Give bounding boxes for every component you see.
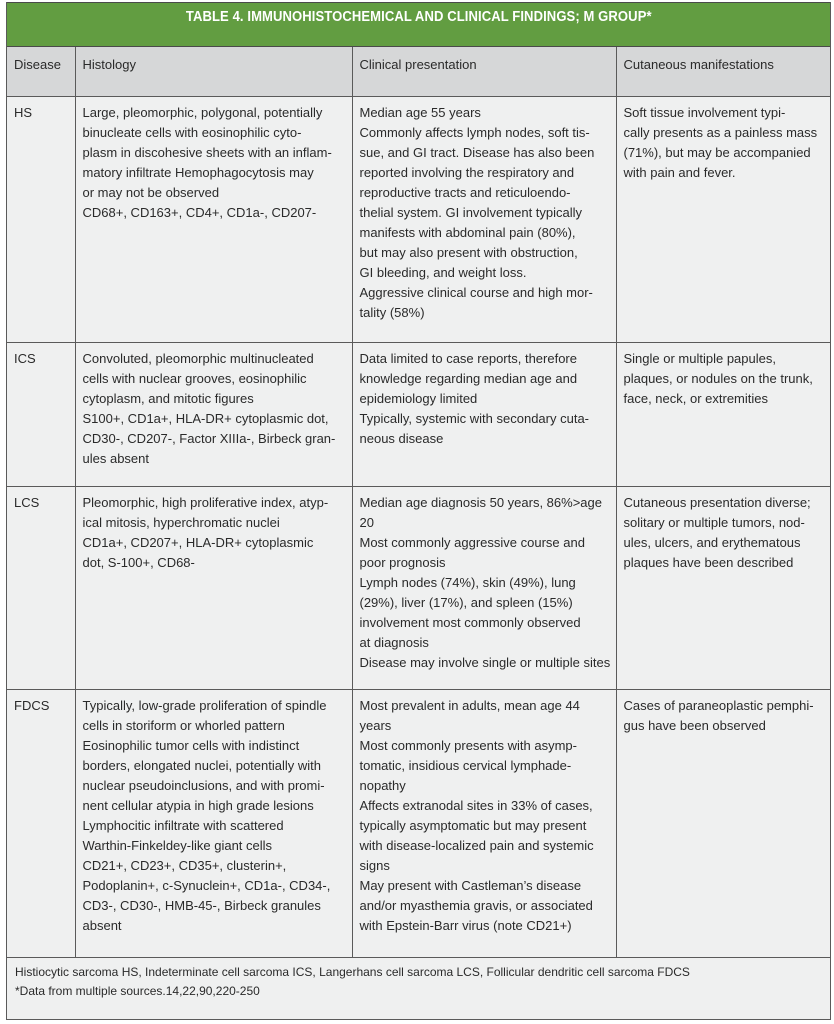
cell-text-line: matory infiltrate Hemophagocytosis may [82, 164, 314, 180]
cell-text-line: (29%), liver (17%), and spleen (15%) [359, 594, 573, 610]
cell-text-line: ical mitosis, hyperchromatic nuclei [82, 514, 280, 530]
cell-text-line: reported involving the respiratory and [359, 164, 575, 180]
cell-text-line: binucleate cells with eosinophilic cyto- [82, 124, 302, 140]
cell-text-line: Convoluted, pleomorphic multinucleated [82, 350, 314, 366]
header-histology: Histology [75, 47, 352, 96]
cell-text-line: Cases of paraneoplastic pemphi- [623, 697, 814, 713]
cell-text-line: manifests with abdominal pain (80%), [359, 224, 576, 240]
cell-text-line: Pleomorphic, high proliferative index, atyp- [82, 494, 329, 510]
cell-text-line: Affects extranodal sites in 33% of cases, [359, 797, 593, 813]
cell-text-line: CD68+, CD163+, CD4+, CD1a-, CD207- [82, 204, 317, 220]
header-disease: Disease [7, 47, 75, 96]
cell-text-line: Disease may involve single or multiple sites [359, 654, 611, 670]
header-row [7, 47, 830, 96]
cell-text-line: thelial system. GI involvement typically [359, 204, 583, 220]
histology-cell [75, 342, 352, 486]
clinical-cell [352, 689, 616, 957]
cell-text-line: at diagnosis [359, 634, 429, 650]
cell-text-line: Typically, systemic with secondary cuta- [359, 410, 589, 426]
cell-text-line: CD21+, CD23+, CD35+, clusterin+, [82, 857, 287, 873]
cell-text-line: poor prognosis [359, 554, 446, 570]
cell-text-line: typically asymptomatic but may present [359, 817, 587, 833]
cutaneous-cell [616, 689, 830, 957]
cell-text-line: sue, and GI tract. Disease has also been [359, 144, 595, 160]
cell-text-line: plaques have been described [623, 554, 794, 570]
findings-table-container [6, 2, 831, 1020]
cell-text-line: CD30-, CD207-, Factor XIIIa-, Birbeck gran- [82, 430, 336, 446]
cell-text-line: tality (58%) [359, 304, 425, 320]
table-title: TABLE 4. IMMUNOHISTOCHEMICAL AND CLINICAL FINDINGS; M GROUP* [185, 9, 652, 25]
cell-text-line: years [359, 717, 392, 733]
findings-table [7, 47, 830, 958]
cell-text-line: epidemiology limited [359, 390, 478, 406]
clinical-cell [352, 342, 616, 486]
cutaneous-cell [616, 342, 830, 486]
cell-text-line: S100+, CD1a+, HLA-DR+ cytoplasmic dot, [82, 410, 329, 426]
cell-text-line: involvement most commonly observed [359, 614, 581, 630]
cell-text-line: Data limited to case reports, therefore [359, 350, 577, 366]
header-cutaneous-manifestations: Cutaneous manifestations [616, 47, 830, 96]
cutaneous-cell [616, 96, 830, 342]
cell-text-line: or may not be observed [82, 184, 220, 200]
cell-text-line: 20 [359, 514, 374, 530]
cell-text-line: plasm in discohesive sheets with an inflam- [82, 144, 332, 160]
disease-cell: HS [7, 96, 75, 342]
cell-text-line: cells in storiform or whorled pattern [82, 717, 285, 733]
cell-text-line: Median age diagnosis 50 years, 86%>age [359, 494, 602, 510]
cell-text-line: Most commonly presents with asymp- [359, 737, 577, 753]
cell-text-line: reproductive tracts and reticuloendo- [359, 184, 571, 200]
cell-text-line: Median age 55 years [359, 104, 481, 120]
cell-text-line: plaques, or nodules on the trunk, [623, 370, 813, 386]
cell-text-line: signs [359, 857, 390, 873]
cell-text-line: Most commonly aggressive course and [359, 534, 585, 550]
abbreviations-note: Histiocytic sarcoma HS, Indeterminate cell sarcoma ICS, Langerhans cell sarcoma LCS, Follicular dendritic cell sarcoma FDCS [15, 965, 690, 979]
cell-text-line: ules absent [82, 450, 149, 466]
cell-text-line: Lymphocitic infiltrate with scattered [82, 817, 284, 833]
cell-text-line: Typically, low-grade proliferation of spindle [82, 697, 327, 713]
cell-text-line: May present with Castleman’s disease [359, 877, 582, 893]
cell-text-line: Aggressive clinical course and high mor- [359, 284, 593, 300]
cell-text-line: neous disease [359, 430, 444, 446]
table-row-ics [7, 342, 830, 486]
disease-cell: FDCS [7, 689, 75, 957]
cell-text-line: cally presents as a painless mass [623, 124, 818, 140]
cell-text-line: solitary or multiple tumors, nod- [623, 514, 805, 530]
cell-text-line: cytoplasm, and mitotic figures [82, 390, 254, 406]
cell-text-line: with disease-localized pain and systemic [359, 837, 594, 853]
cell-text-line: gus have been observed [623, 717, 766, 733]
table-title-bar [7, 2, 830, 47]
histology-cell [75, 689, 352, 957]
disease-cell: LCS [7, 486, 75, 689]
cell-text-line: (71%), but may be accompanied [623, 144, 811, 160]
cell-text-line: Lymph nodes (74%), skin (49%), lung [359, 574, 576, 590]
cell-text-line: Soft tissue involvement typi- [623, 104, 786, 120]
cell-text-line: knowledge regarding median age and [359, 370, 578, 386]
cell-text-line: Cutaneous presentation diverse; [623, 494, 811, 510]
header-clinical-presentation: Clinical presentation [352, 47, 616, 96]
cell-text-line: Commonly affects lymph nodes, soft tis- [359, 124, 590, 140]
cell-text-line: Podoplanin+, c-Synuclein+, CD1a-, CD34-, [82, 877, 331, 893]
cell-text-line: ules, ulcers, and erythematous [623, 534, 801, 550]
cell-text-line: but may also present with obstruction, [359, 244, 578, 260]
cell-text-line: face, neck, or extremities [623, 390, 768, 406]
cell-text-line: borders, elongated nuclei, potentially with [82, 757, 321, 773]
clinical-cell [352, 96, 616, 342]
cell-text-line: Most prevalent in adults, mean age 44 [359, 697, 580, 713]
cell-text-line: CD1a+, CD207+, HLA-DR+ cytoplasmic [82, 534, 314, 550]
clinical-cell [352, 486, 616, 689]
cell-text-line: Single or multiple papules, [623, 350, 776, 366]
cell-text-line: Large, pleomorphic, polygonal, potentially [82, 104, 323, 120]
cell-text-line: Eosinophilic tumor cells with indistinct [82, 737, 300, 753]
sources-note: *Data from multiple sources.14,22,90,220-250 [15, 984, 260, 998]
cell-text-line: tomatic, insidious cervical lymphade- [359, 757, 572, 773]
cell-text-line: absent [82, 917, 122, 933]
disease-cell: ICS [7, 342, 75, 486]
cell-text-line: and/or myasthemia gravis, or associated [359, 897, 593, 913]
table-footnote [7, 956, 830, 1001]
cell-text-line: dot, S-100+, CD68- [82, 554, 195, 570]
cell-text-line: GI bleeding, and weight loss. [359, 264, 527, 280]
cell-text-line: nopathy [359, 777, 406, 793]
table-row-lcs [7, 486, 830, 689]
histology-cell [75, 96, 352, 342]
cell-text-line: with pain and fever. [623, 164, 736, 180]
cell-text-line: with Epstein-Barr virus (note CD21+) [359, 917, 572, 933]
cell-text-line: nent cellular atypia in high grade lesions [82, 797, 314, 813]
cutaneous-cell [616, 486, 830, 689]
histology-cell [75, 486, 352, 689]
cell-text-line: Warthin-Finkeldey-like giant cells [82, 837, 273, 853]
cell-text-line: CD3-, CD30-, HMB-45-, Birbeck granules [82, 897, 321, 913]
table-row-hs [7, 96, 830, 342]
table-row-fdcs [7, 689, 830, 957]
cell-text-line: cells with nuclear grooves, eosinophilic [82, 370, 307, 386]
cell-text-line: nuclear pseudoinclusions, and with promi- [82, 777, 325, 793]
